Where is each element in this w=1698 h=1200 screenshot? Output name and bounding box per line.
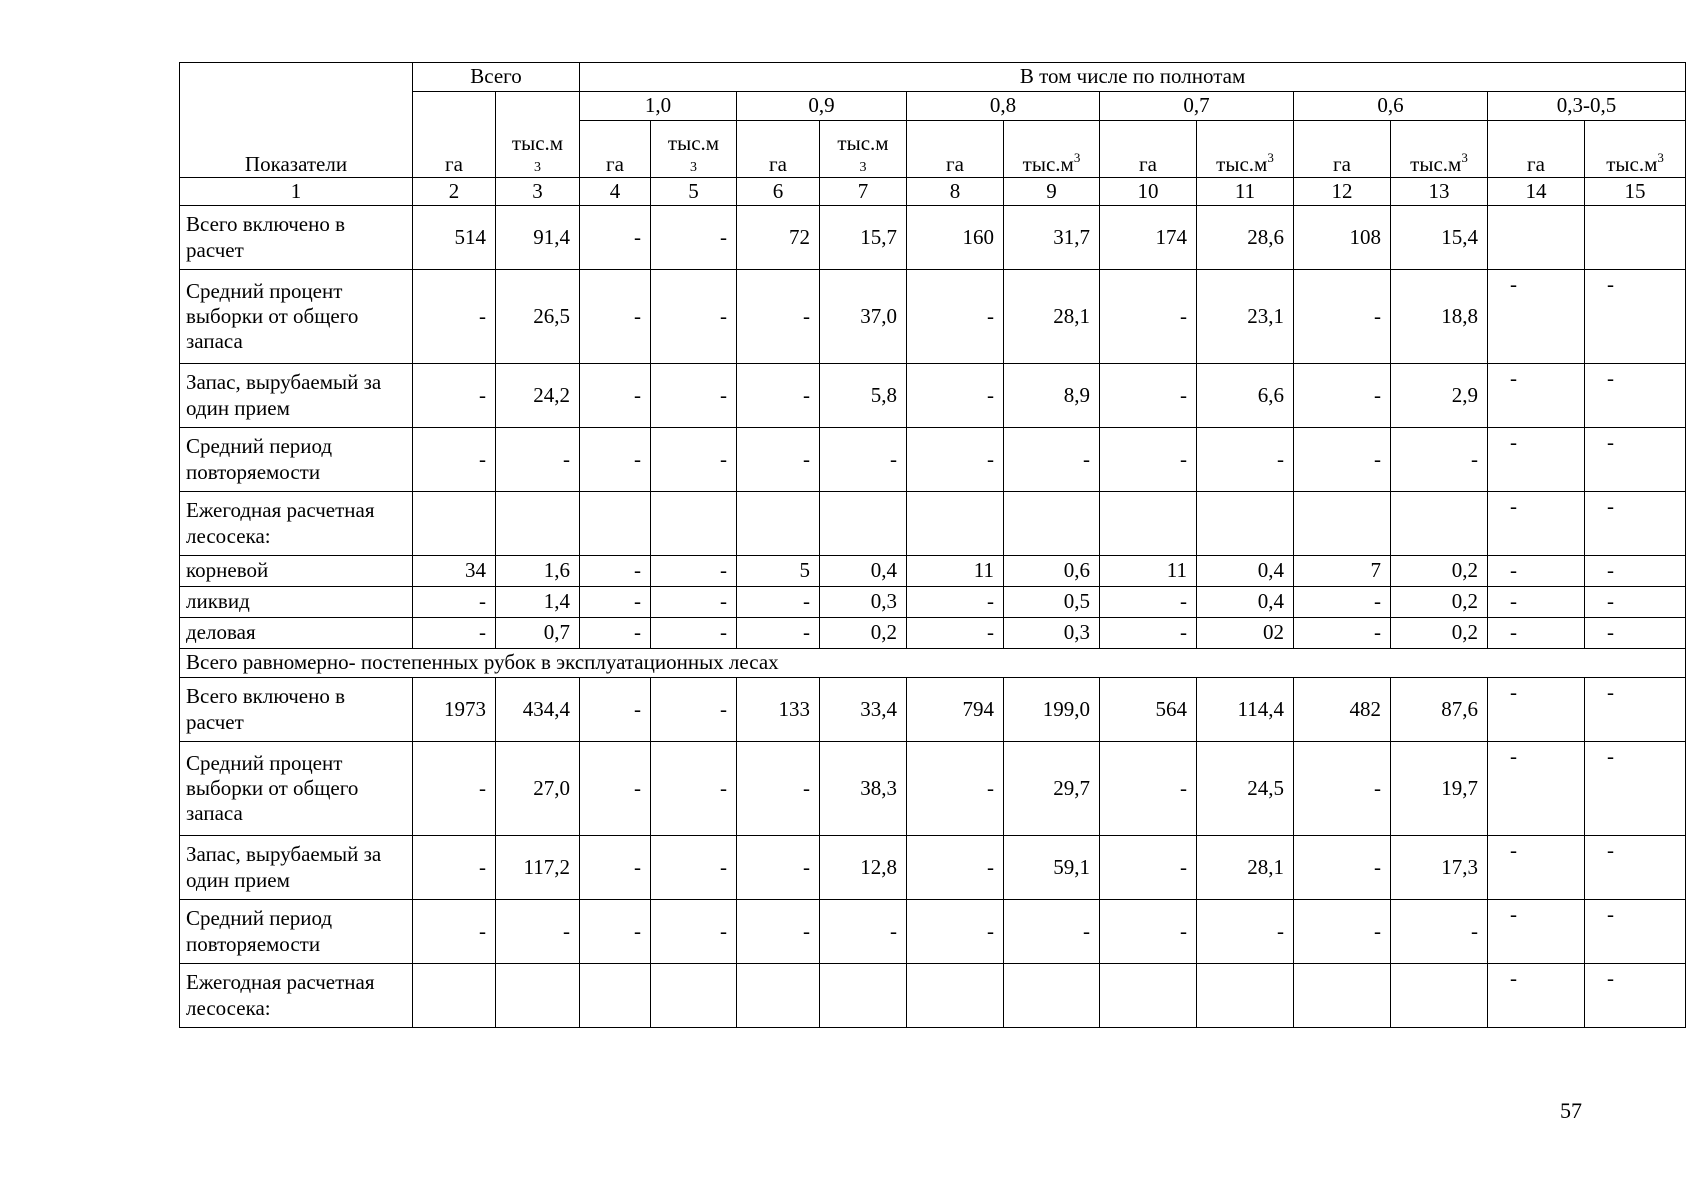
col-number: 2 <box>413 178 496 206</box>
unit-m3 <box>651 121 737 178</box>
table-cell <box>1391 964 1488 1028</box>
unit-m3-prefix: тыс.м <box>1216 152 1268 176</box>
table-cell: 5,8 <box>820 364 907 428</box>
table-cell: 0,4 <box>1197 556 1294 587</box>
table-cell: - <box>907 742 1004 836</box>
table-cell: - <box>1100 428 1197 492</box>
table-cell <box>1004 964 1100 1028</box>
table-cell: - <box>820 900 907 964</box>
table-cell: - <box>737 428 820 492</box>
table-cell: 0,4 <box>1197 587 1294 618</box>
table-cell: 434,4 <box>496 678 580 742</box>
table-cell: 482 <box>1294 678 1391 742</box>
table-cell: 108 <box>1294 206 1391 270</box>
unit-m3-prefix: тыс.м <box>511 131 564 155</box>
col-number: 11 <box>1197 178 1294 206</box>
table-cell: 0,3 <box>1004 618 1100 649</box>
table-cell: 0,6 <box>1004 556 1100 587</box>
col-number: 12 <box>1294 178 1391 206</box>
table-cell: 11 <box>907 556 1004 587</box>
table-row <box>180 364 1686 428</box>
unit-m3-prefix: тыс.м <box>1606 152 1658 176</box>
col-number: 3 <box>496 178 580 206</box>
table-cell: - <box>1488 678 1585 742</box>
table-cell: - <box>580 836 651 900</box>
row-label: корневой <box>180 556 413 587</box>
table-cell: - <box>413 364 496 428</box>
table-cell: 23,1 <box>1197 270 1294 364</box>
table-cell: - <box>1488 618 1585 649</box>
table-row <box>180 742 1686 836</box>
table-cell: - <box>1585 270 1686 364</box>
table-cell: 33,4 <box>820 678 907 742</box>
table-cell <box>820 492 907 556</box>
table-cell: - <box>580 678 651 742</box>
table-row <box>180 964 1686 1028</box>
row-label: деловая <box>180 618 413 649</box>
table-cell: 0,7 <box>496 618 580 649</box>
table-cell <box>1100 964 1197 1028</box>
unit-ha: га <box>1294 121 1391 178</box>
col-number: 15 <box>1585 178 1686 206</box>
table-cell: - <box>580 900 651 964</box>
density-0-6: 0,6 <box>1294 92 1488 121</box>
unit-m3-sup: 3 <box>1657 150 1664 165</box>
table-cell: - <box>413 900 496 964</box>
table-cell: 114,4 <box>1197 678 1294 742</box>
table-cell: - <box>907 428 1004 492</box>
table-row <box>180 836 1686 900</box>
table-cell <box>580 492 651 556</box>
col-number: 4 <box>580 178 651 206</box>
table-cell: 117,2 <box>496 836 580 900</box>
table-cell: - <box>580 364 651 428</box>
unit-m3 <box>1197 121 1294 178</box>
table-cell: - <box>1488 742 1585 836</box>
table-cell: 7 <box>1294 556 1391 587</box>
table-cell: - <box>1100 836 1197 900</box>
table-cell: - <box>580 618 651 649</box>
table-cell: 6,6 <box>1197 364 1294 428</box>
table-cell <box>737 964 820 1028</box>
table-cell: - <box>413 618 496 649</box>
table-cell: - <box>1585 428 1686 492</box>
table-cell <box>1294 492 1391 556</box>
forest-table <box>179 62 1686 1028</box>
table-cell <box>1585 206 1686 270</box>
table-cell: - <box>651 836 737 900</box>
table-cell: - <box>737 900 820 964</box>
table-row <box>180 900 1686 964</box>
table-cell <box>1100 492 1197 556</box>
table-cell: - <box>1100 364 1197 428</box>
table-cell: 0,5 <box>1004 587 1100 618</box>
table-cell: - <box>1100 587 1197 618</box>
page-number: 57 <box>1560 1098 1582 1123</box>
table-cell <box>737 492 820 556</box>
table-cell: 02 <box>1197 618 1294 649</box>
table-cell: 29,7 <box>1004 742 1100 836</box>
table-cell: 28,1 <box>1004 270 1100 364</box>
unit-ha: га <box>907 121 1004 178</box>
table-cell: - <box>580 206 651 270</box>
unit-m3-sup: 3 <box>1267 150 1274 165</box>
table-cell <box>1391 492 1488 556</box>
table-cell: - <box>1585 678 1686 742</box>
table-cell: 28,1 <box>1197 836 1294 900</box>
unit-m3-prefix: тыс.м <box>667 131 720 155</box>
table-cell: - <box>1294 836 1391 900</box>
table-cell: - <box>907 836 1004 900</box>
table-cell: - <box>1100 618 1197 649</box>
unit-m3 <box>1585 121 1686 178</box>
table-cell: - <box>1488 270 1585 364</box>
table-cell: - <box>651 428 737 492</box>
table-cell: 37,0 <box>820 270 907 364</box>
row-label: Всего включено в расчет <box>180 206 413 270</box>
table-cell: - <box>1585 364 1686 428</box>
table-cell <box>907 964 1004 1028</box>
table-cell: 133 <box>737 678 820 742</box>
table-cell <box>1004 492 1100 556</box>
unit-m3-sup: 3 <box>690 160 697 175</box>
table-cell: - <box>1294 270 1391 364</box>
table-cell <box>1294 964 1391 1028</box>
row-label: Средний период повторяемости <box>180 900 413 964</box>
table-cell <box>496 964 580 1028</box>
table-cell: - <box>1585 587 1686 618</box>
table-cell <box>651 492 737 556</box>
table-cell: - <box>651 678 737 742</box>
header-by-density: В том числе по полнотам <box>580 63 1686 92</box>
col-number: 1 <box>180 178 413 206</box>
table-cell: - <box>1585 836 1686 900</box>
table-row <box>180 428 1686 492</box>
table-cell: - <box>1100 742 1197 836</box>
col-number: 9 <box>1004 178 1100 206</box>
table-cell: - <box>1488 364 1585 428</box>
table-cell: 514 <box>413 206 496 270</box>
table-cell: - <box>496 900 580 964</box>
density-0-7: 0,7 <box>1100 92 1294 121</box>
unit-m3-prefix: тыс.м <box>837 131 889 155</box>
table-cell: 160 <box>907 206 1004 270</box>
table-cell: 0,3 <box>820 587 907 618</box>
table-cell: 0,2 <box>1391 556 1488 587</box>
density-1-0: 1,0 <box>580 92 737 121</box>
table-cell <box>1197 492 1294 556</box>
table-cell: - <box>1488 836 1585 900</box>
table-cell: - <box>1488 900 1585 964</box>
table-cell: 59,1 <box>1004 836 1100 900</box>
table-cell: 19,7 <box>1391 742 1488 836</box>
table-cell: - <box>1391 428 1488 492</box>
table-cell: 5 <box>737 556 820 587</box>
table-cell: 24,2 <box>496 364 580 428</box>
table-cell <box>413 492 496 556</box>
table-cell: 27,0 <box>496 742 580 836</box>
table-cell: - <box>1294 587 1391 618</box>
table-cell <box>413 964 496 1028</box>
header-indicators: Показатели <box>180 63 413 178</box>
table-cell: - <box>1004 428 1100 492</box>
table-cell: - <box>907 618 1004 649</box>
table-cell: - <box>737 270 820 364</box>
table-cell: - <box>1585 492 1686 556</box>
table-cell: - <box>651 587 737 618</box>
table-cell: - <box>907 900 1004 964</box>
table-cell: 34 <box>413 556 496 587</box>
table-cell: 28,6 <box>1197 206 1294 270</box>
table-cell: 794 <box>907 678 1004 742</box>
table-cell: - <box>737 836 820 900</box>
col-number: 6 <box>737 178 820 206</box>
table-cell: 0,4 <box>820 556 907 587</box>
row-label: Ежегодная расчетная лесосека: <box>180 964 413 1028</box>
table-cell: - <box>1585 556 1686 587</box>
unit-m3-sup: 3 <box>859 160 867 175</box>
table-cell <box>1488 206 1585 270</box>
row-label: Средний процент выборки от общего запаса <box>180 742 413 836</box>
table-cell: - <box>1488 587 1585 618</box>
row-label: Ежегодная расчетная лесосека: <box>180 492 413 556</box>
table-cell: - <box>1294 618 1391 649</box>
table-cell: - <box>1004 900 1100 964</box>
table-cell: - <box>1585 900 1686 964</box>
row-label: ликвид <box>180 587 413 618</box>
table-cell: - <box>651 618 737 649</box>
table-cell: - <box>1294 428 1391 492</box>
table-cell: - <box>1585 742 1686 836</box>
table-cell: - <box>1294 742 1391 836</box>
table-cell: - <box>1488 428 1585 492</box>
table-cell: 0,2 <box>1391 587 1488 618</box>
table-cell: 11 <box>1100 556 1197 587</box>
table-cell: 1973 <box>413 678 496 742</box>
table-cell: - <box>1391 900 1488 964</box>
header-total: Всего <box>413 63 580 92</box>
table-cell: 0,2 <box>1391 618 1488 649</box>
table-cell: 174 <box>1100 206 1197 270</box>
table-cell <box>820 964 907 1028</box>
table-cell: 0,2 <box>820 618 907 649</box>
table-cell: - <box>907 270 1004 364</box>
table-cell: 24,5 <box>1197 742 1294 836</box>
unit-m3-prefix: тыс.м <box>1410 152 1462 176</box>
table-cell: 72 <box>737 206 820 270</box>
table-cell: - <box>1488 556 1585 587</box>
table-cell: - <box>1197 428 1294 492</box>
table-cell <box>651 964 737 1028</box>
section-title: Всего равномерно- постепенных рубок в эксплуатационных лесах <box>180 649 1686 678</box>
table-cell: 15,7 <box>820 206 907 270</box>
header-row-1 <box>180 63 1686 92</box>
unit-ha: га <box>1100 121 1197 178</box>
table-cell <box>907 492 1004 556</box>
col-number: 14 <box>1488 178 1585 206</box>
table-cell: - <box>1585 618 1686 649</box>
table-cell: - <box>1488 492 1585 556</box>
table-row <box>180 492 1686 556</box>
table-cell: - <box>1294 364 1391 428</box>
unit-m3 <box>820 121 907 178</box>
unit-m3-sup: 3 <box>1461 150 1468 165</box>
table-cell: - <box>737 587 820 618</box>
table-cell: - <box>413 587 496 618</box>
table-cell: 8,9 <box>1004 364 1100 428</box>
table-cell: - <box>496 428 580 492</box>
col-number: 8 <box>907 178 1004 206</box>
table-cell: - <box>580 270 651 364</box>
table-cell: 1,6 <box>496 556 580 587</box>
table-cell: - <box>1585 964 1686 1028</box>
col-number: 7 <box>820 178 907 206</box>
table-cell: - <box>651 900 737 964</box>
table-cell: - <box>820 428 907 492</box>
row-label: Запас, вырубаемый за один прием <box>180 836 413 900</box>
table-row <box>180 587 1686 618</box>
row-label: Всего включено в расчет <box>180 678 413 742</box>
table-cell: 18,8 <box>1391 270 1488 364</box>
table-cell: - <box>1294 900 1391 964</box>
table-cell: - <box>1197 900 1294 964</box>
table-cell: - <box>1100 900 1197 964</box>
table-row <box>180 618 1686 649</box>
table-cell: 199,0 <box>1004 678 1100 742</box>
table-cell: - <box>737 364 820 428</box>
table-cell: 31,7 <box>1004 206 1100 270</box>
table-cell: - <box>580 428 651 492</box>
col-number: 10 <box>1100 178 1197 206</box>
table-cell: 15,4 <box>1391 206 1488 270</box>
unit-m3-sup: 3 <box>534 160 541 175</box>
table-row <box>180 206 1686 270</box>
table-cell: 564 <box>1100 678 1197 742</box>
density-0-9: 0,9 <box>737 92 907 121</box>
section-row <box>180 649 1686 678</box>
unit-m3-prefix: тыс.м <box>1022 152 1074 176</box>
table-cell: 12,8 <box>820 836 907 900</box>
unit-ha: га <box>1488 121 1585 178</box>
unit-m3 <box>496 92 580 178</box>
density-0-8: 0,8 <box>907 92 1100 121</box>
table-cell: 91,4 <box>496 206 580 270</box>
table-cell: - <box>651 206 737 270</box>
table-cell: - <box>580 556 651 587</box>
unit-m3 <box>1004 121 1100 178</box>
table-row <box>180 678 1686 742</box>
unit-m3 <box>1391 121 1488 178</box>
row-label: Средний процент выборки от общего запаса <box>180 270 413 364</box>
table-cell: 2,9 <box>1391 364 1488 428</box>
table-cell: - <box>1100 270 1197 364</box>
table-cell: - <box>413 742 496 836</box>
column-numbers-row <box>180 178 1686 206</box>
table-cell: - <box>651 270 737 364</box>
table-cell: - <box>907 587 1004 618</box>
table-cell <box>496 492 580 556</box>
row-label: Запас, вырубаемый за один прием <box>180 364 413 428</box>
table-cell: 38,3 <box>820 742 907 836</box>
table-cell <box>1197 964 1294 1028</box>
unit-ha: га <box>580 121 651 178</box>
table-cell: - <box>651 556 737 587</box>
table-cell: - <box>413 428 496 492</box>
table-cell: 17,3 <box>1391 836 1488 900</box>
table-cell: - <box>737 618 820 649</box>
row-label: Средний период повторяемости <box>180 428 413 492</box>
unit-m3-sup: 3 <box>1073 150 1081 165</box>
table-cell: 26,5 <box>496 270 580 364</box>
table-row <box>180 270 1686 364</box>
table-cell: - <box>1488 964 1585 1028</box>
table-cell: - <box>413 270 496 364</box>
table-cell: - <box>907 364 1004 428</box>
table-cell: - <box>651 742 737 836</box>
col-number: 13 <box>1391 178 1488 206</box>
unit-ha: га <box>413 92 496 178</box>
table-cell: 87,6 <box>1391 678 1488 742</box>
table-cell <box>580 964 651 1028</box>
table-cell: - <box>651 364 737 428</box>
table-cell: - <box>580 742 651 836</box>
table-cell: - <box>413 836 496 900</box>
col-number: 5 <box>651 178 737 206</box>
table-cell: - <box>737 742 820 836</box>
unit-ha: га <box>737 121 820 178</box>
table-row <box>180 556 1686 587</box>
density-0-3-0-5: 0,3-0,5 <box>1488 92 1686 121</box>
table-cell: - <box>580 587 651 618</box>
table-cell: 1,4 <box>496 587 580 618</box>
